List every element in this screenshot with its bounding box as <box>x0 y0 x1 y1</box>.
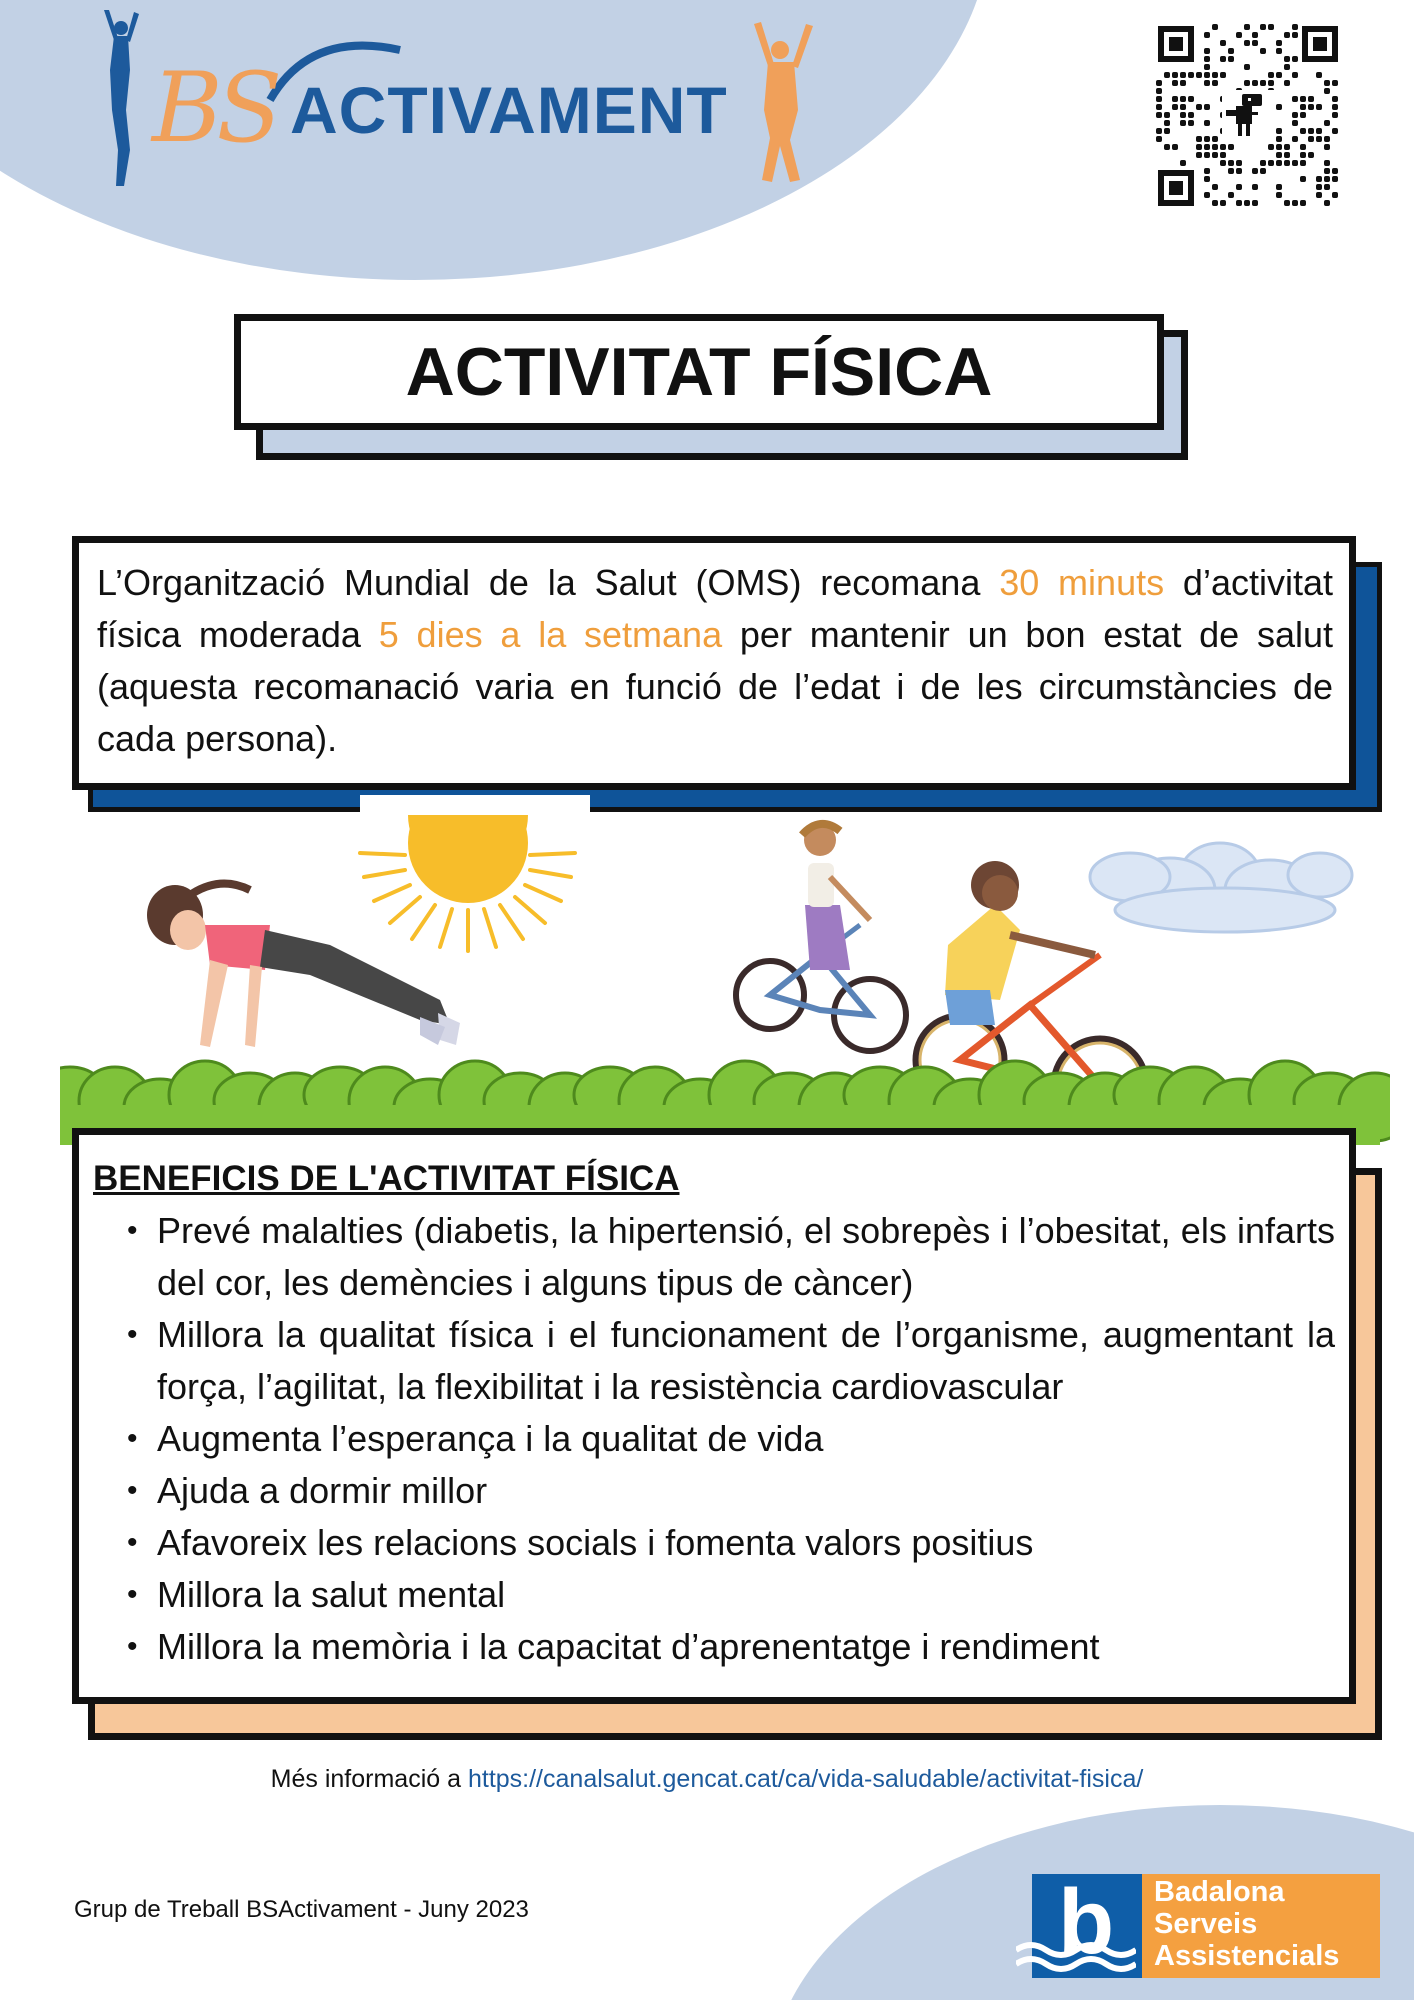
badalona-serveis-assistencials-logo <box>1032 1871 1380 1978</box>
orange-figure-icon <box>754 22 813 182</box>
logo-bs-text: BS <box>152 52 277 164</box>
footer-credit: Grup de Treball BSActivament - Juny 2023 <box>74 1896 529 1923</box>
title-box <box>234 314 1164 430</box>
bsactivament-logo <box>100 10 830 190</box>
cloud-icon <box>1090 843 1352 932</box>
bullet-icon: • <box>127 1318 138 1351</box>
woman-plank-figure-icon <box>147 884 460 1047</box>
list-item-text: Prevé malalties (diabetis, la hipertensió, el sobrepès i l’obesitat, els infarts del cor, les demències i alguns tipus de càncer) <box>157 1210 1335 1303</box>
benefits-list <box>93 1205 1335 1673</box>
list-item-text: Ajuda a dormir millor <box>157 1470 488 1511</box>
list-item-text: Augmenta l’esperança i la qualitat de vida <box>157 1418 824 1459</box>
wave-icon <box>1016 1936 1136 1976</box>
blue-figure-icon <box>104 10 139 186</box>
logo-text-block <box>1142 1874 1380 1978</box>
logo-line-3: Assistencials <box>1154 1940 1340 1972</box>
logo-line-1: Badalona <box>1154 1876 1285 1908</box>
list-item <box>93 1413 1335 1465</box>
bullet-icon: • <box>127 1214 138 1247</box>
intro-highlight-days: 5 dies a la setmana <box>378 614 723 655</box>
logo-line-2: Serveis <box>1154 1908 1258 1940</box>
list-item <box>93 1517 1335 1569</box>
intro-text-part: d’activitat física moderada <box>97 562 1333 655</box>
intro-highlight-minutes: 30 minuts <box>999 562 1165 603</box>
list-item-text: Millora la memòria i la capacitat d’aprenentatge i rendiment <box>157 1626 1100 1667</box>
list-item-text: Millora la salut mental <box>157 1574 506 1615</box>
logo-b-letter: b <box>1058 1871 1115 1973</box>
list-item-text: Millora la qualitat física i el funcionament de l’organisme, augmentant la força, l’agilitat, la flexibilitat i la resistència cardiovascular <box>157 1314 1335 1407</box>
list-item <box>93 1309 1335 1413</box>
intro-text-part: per mantenir un bon estat de salut (aquesta recomanació varia en funció de l’edat i de les circumstàncies de cada persona). <box>97 614 1334 759</box>
more-info <box>0 1765 1414 1794</box>
logo-b-block <box>1032 1871 1142 1978</box>
sun-icon <box>360 795 590 951</box>
bullet-icon: • <box>127 1526 138 1559</box>
cyclist-woman-icon <box>736 824 906 1051</box>
more-info-prefix: Més informació a <box>270 1765 468 1793</box>
bullet-icon: • <box>127 1630 138 1663</box>
qr-code[interactable] <box>1156 24 1340 208</box>
list-item <box>93 1569 1335 1621</box>
list-item <box>93 1465 1335 1517</box>
bullet-icon: • <box>127 1422 138 1455</box>
benefits-box <box>72 1128 1356 1704</box>
page-title: ACTIVITAT FÍSICA <box>405 334 993 410</box>
intro-text-part: L’Organització Mundial de la Salut (OMS) recomana <box>97 562 1000 603</box>
exercise-illustration <box>60 795 1390 1165</box>
bullet-icon: • <box>127 1474 138 1507</box>
logo-brand-text: ACTIVAMENT <box>290 73 728 147</box>
list-item <box>93 1205 1335 1309</box>
intro-box <box>72 536 1356 790</box>
list-item-text: Afavoreix les relacions socials i fomenta valors positius <box>157 1522 1034 1563</box>
more-info-link[interactable]: https://canalsalut.gencat.cat/ca/vida-saludable/activitat-fisica/ <box>467 1765 1144 1793</box>
benefits-heading: BENEFICIS DE L'ACTIVITAT FÍSICA <box>93 1159 680 1198</box>
intro-text <box>97 557 1333 765</box>
list-item <box>93 1621 1335 1673</box>
bullet-icon: • <box>127 1578 138 1611</box>
